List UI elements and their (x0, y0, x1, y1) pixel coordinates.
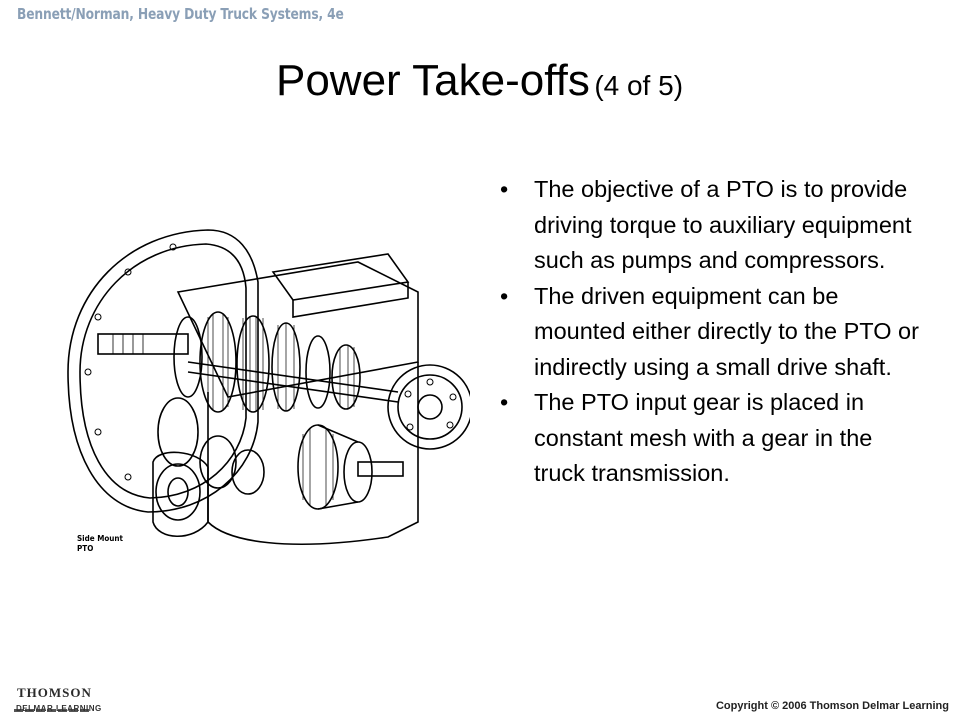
bullet-item (497, 172, 927, 279)
book-title-header: Bennett/Norman, Heavy Duty Truck Systems, 4e (17, 5, 344, 23)
figure-caption-line: Side Mount (77, 534, 124, 543)
logo-divider (14, 699, 94, 702)
bullet-text: The objective of a PTO is to provide driving torque to auxiliary equipment such as pumps and compressors. (534, 176, 912, 273)
bullet-marker: • (500, 282, 509, 309)
slide-title (0, 56, 959, 106)
copyright-notice: Copyright © 2006 Thomson Delmar Learning (715, 700, 949, 712)
figure-caption-line: PTO (77, 544, 94, 553)
figure-caption (77, 534, 123, 554)
bullet-text: The PTO input gear is placed in constant mesh with a gear in the truck transmission. (534, 389, 873, 486)
bullet-item (497, 385, 927, 492)
bullet-marker: • (500, 389, 509, 415)
bullet-item (497, 279, 927, 386)
bullet-list (497, 172, 927, 492)
thomson-logo: THOMSON (17, 685, 92, 700)
bullet-marker: • (500, 176, 509, 202)
bullet-text: The driven equipment can be mounted either directly to the PTO or indirectly using a small drive shaft. (534, 282, 919, 380)
slide-title-main: Power Take-offs (275, 56, 590, 105)
slide-title-sub: (4 of 5) (594, 70, 684, 101)
delmar-logo: DELMAR LEARNING (16, 704, 102, 713)
transmission-pto-illustration (58, 222, 470, 560)
